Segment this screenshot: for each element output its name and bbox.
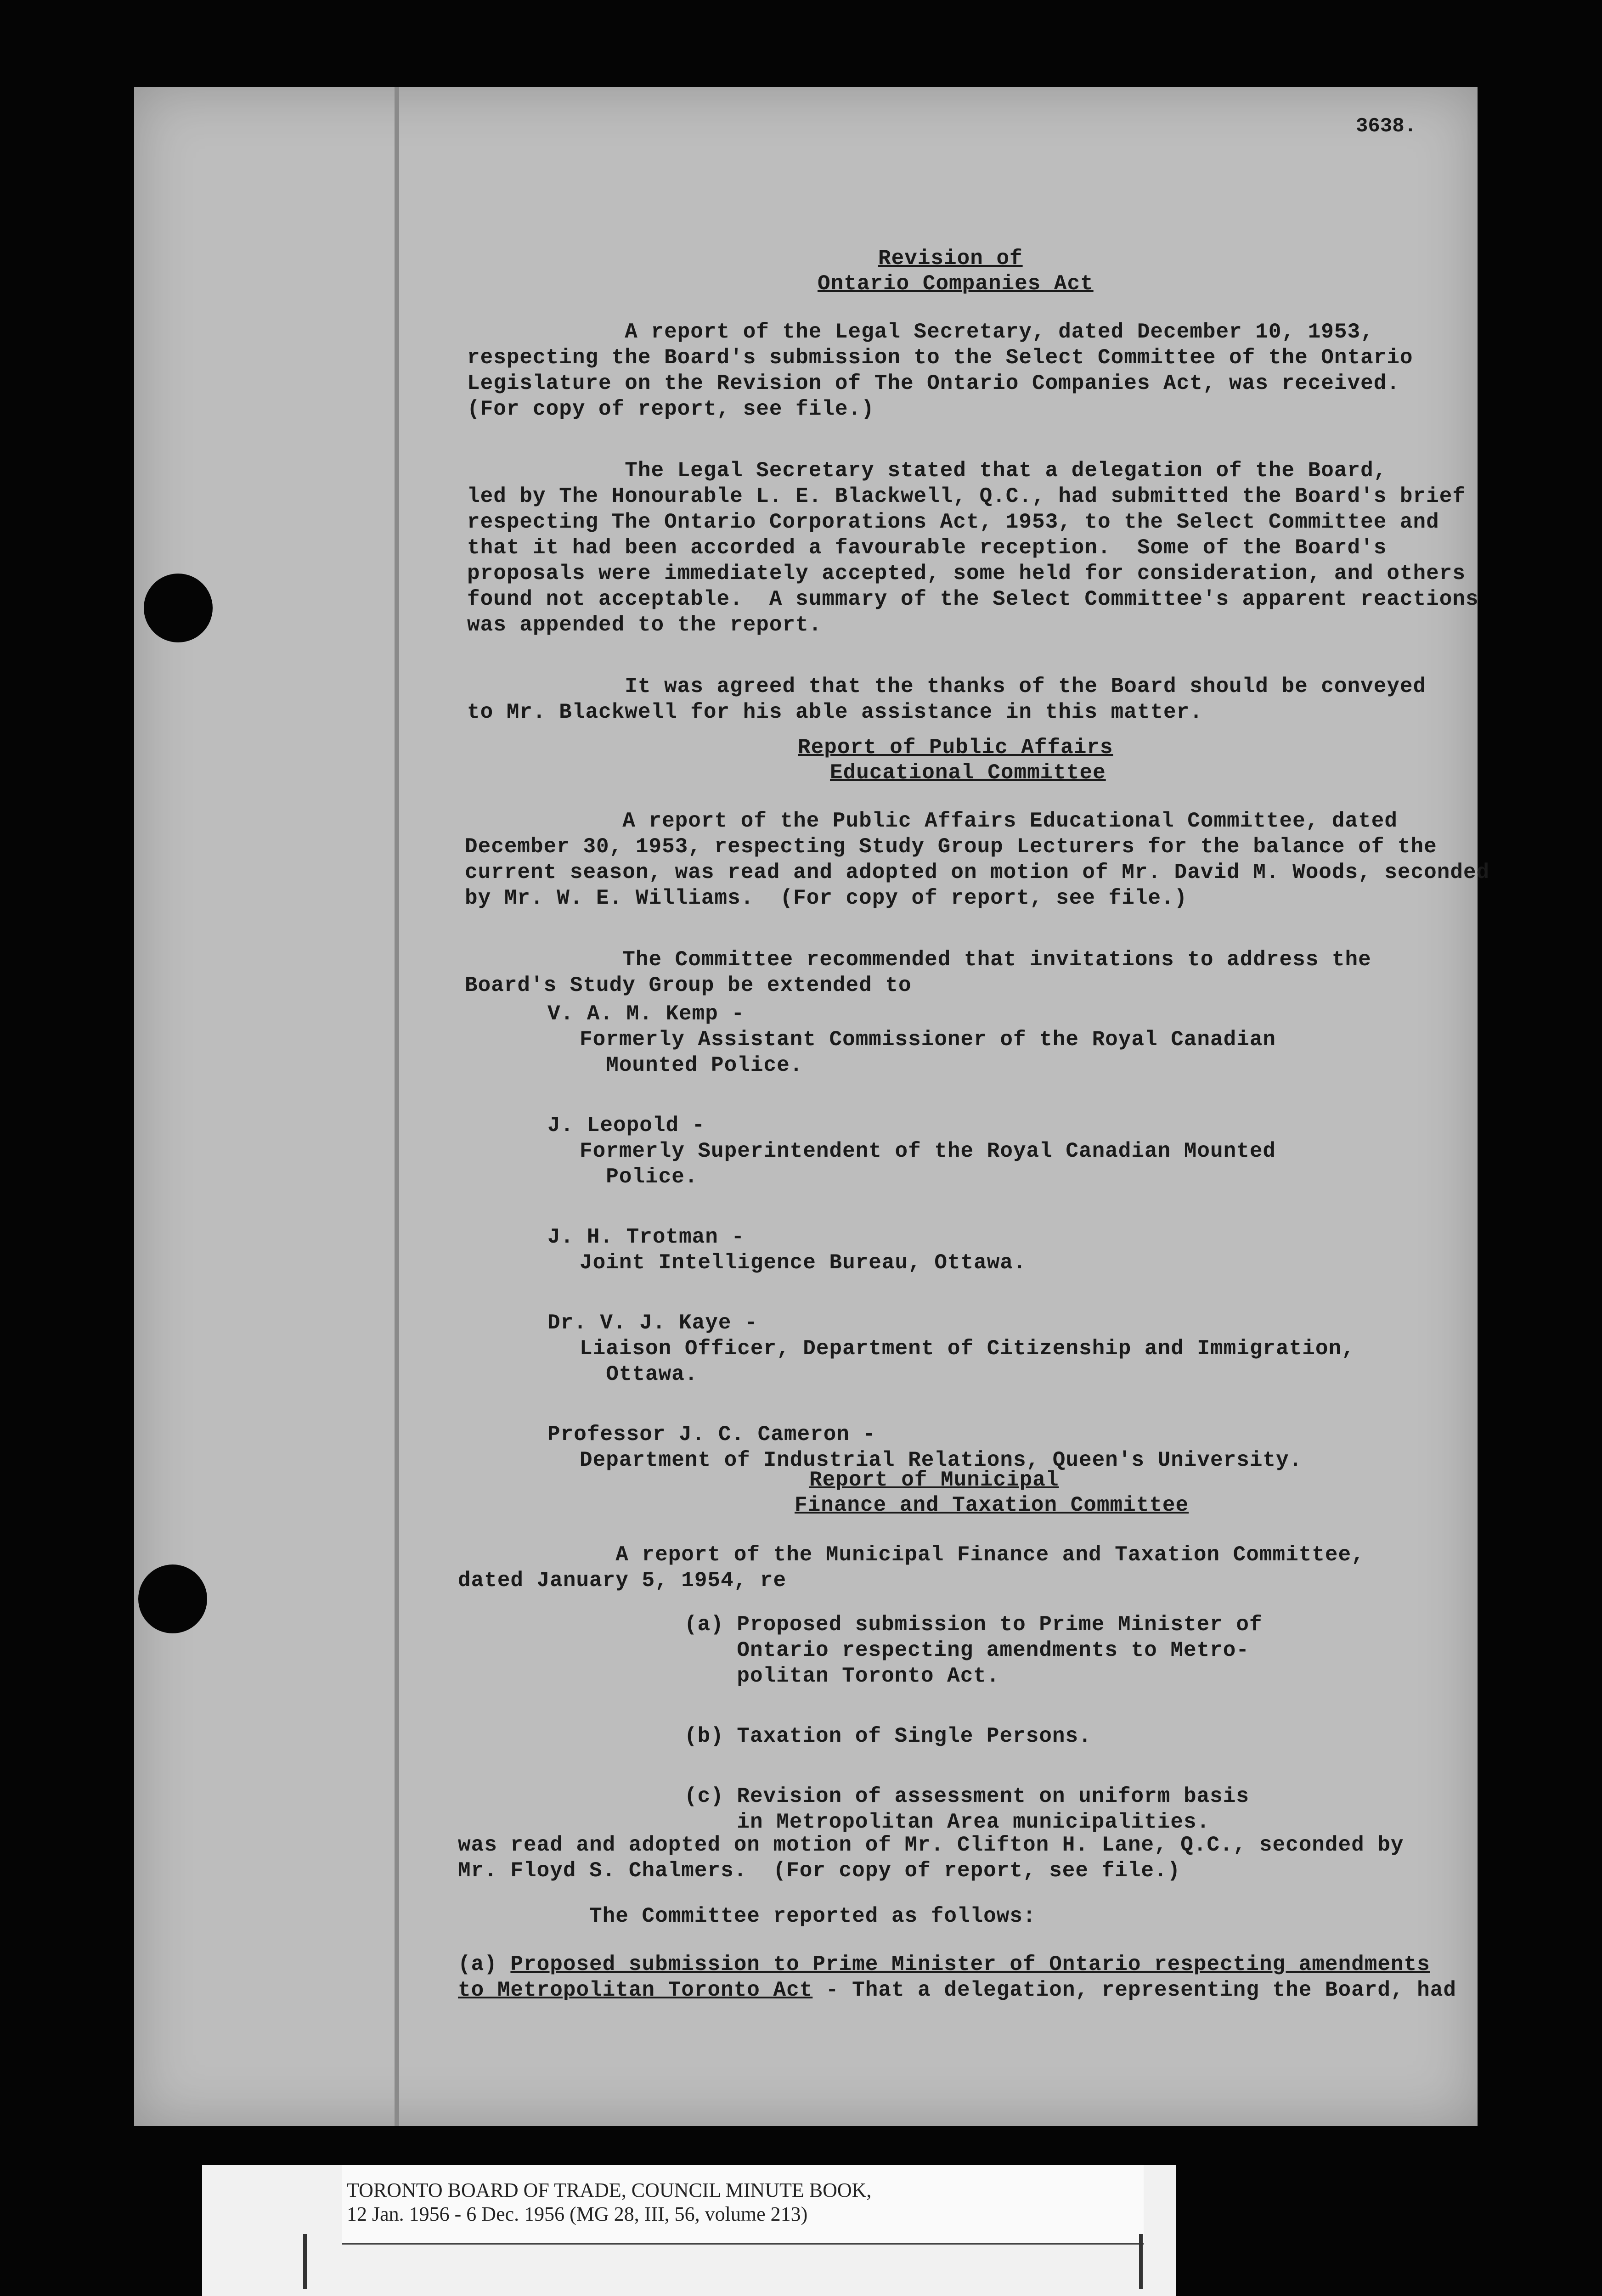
final-item-line-1: [458, 1952, 1430, 1977]
lecturer-title: Formerly Superintendent of the Royal Canadian Mounted: [580, 1139, 1276, 1163]
paragraph-line: found not acceptable. A summary of the Select Committee's apparent reactions: [467, 587, 1479, 611]
section-heading: Finance and Taxation Committee: [795, 1493, 1189, 1517]
paragraph-line: A report of the Municipal Finance and Taxation Committee,: [458, 1543, 1365, 1567]
lecturer-title: Liaison Officer, Department of Citizenship and Immigration,: [580, 1337, 1355, 1361]
reference-line-2: 12 Jan. 1956 - 6 Dec. 1956 (MG 28, III, 56, volume 213): [347, 2203, 808, 2225]
slip-bracket-left: [303, 2234, 307, 2289]
lecturer-title: Formerly Assistant Commissioner of the Royal Canadian: [580, 1028, 1276, 1052]
archive-label: [202, 2165, 1176, 2296]
agenda-item: Ontario respecting amendments to Metro-: [684, 1638, 1249, 1662]
lecturer-title: Joint Intelligence Bureau, Ottawa.: [580, 1251, 1027, 1275]
paragraph-line: was appended to the report.: [467, 613, 822, 637]
paragraph-line: by Mr. W. E. Williams. (For copy of report, see file.): [465, 886, 1188, 910]
final-item-title: Proposed submission to Prime Minister of Ontario respecting amendments: [510, 1953, 1430, 1976]
paragraph-line: led by The Honourable L. E. Blackwell, Q.C., had submitted the Board's brief: [467, 484, 1466, 508]
final-item-text: - That a delegation, representing the Board, had: [812, 1978, 1456, 2002]
paragraph-line: December 30, 1953, respecting Study Group Lecturers for the balance of the: [465, 835, 1437, 859]
punch-hole-top: [144, 574, 213, 642]
agenda-item: politan Toronto Act.: [684, 1664, 1000, 1688]
reference-line-1: TORONTO BOARD OF TRADE, COUNCIL MINUTE BOOK,: [347, 2179, 872, 2201]
paragraph-line: It was agreed that the thanks of the Board should be conveyed: [467, 675, 1427, 698]
final-item-title-cont: to Metropolitan Toronto Act: [458, 1978, 813, 2002]
agenda-item: (c) Revision of assessment on uniform basis: [684, 1784, 1249, 1808]
section-heading: Report of Municipal: [809, 1468, 1059, 1492]
agenda-item: (b) Taxation of Single Persons.: [684, 1724, 1092, 1748]
section-heading: Ontario Companies Act: [818, 272, 1094, 296]
lecturer-name: J. Leopold -: [547, 1114, 705, 1137]
page-number: 3638.: [1356, 115, 1417, 138]
paragraph-line: that it had been accorded a favourable reception. Some of the Board's: [467, 536, 1387, 560]
paragraph-line: A report of the Legal Secretary, dated December 10, 1953,: [467, 320, 1374, 344]
paragraph-line: Board's Study Group be extended to: [465, 974, 912, 997]
minute-book-page: [134, 87, 1490, 2126]
paragraph-line: respecting the Board's submission to the Select Committee of the Ontario: [467, 346, 1413, 370]
paragraph-line: to Mr. Blackwell for his able assistance in this matter.: [467, 700, 1203, 724]
paragraph-line: (For copy of report, see file.): [467, 397, 874, 421]
paragraph-line: dated January 5, 1954, re: [458, 1569, 787, 1593]
agenda-item: (a) Proposed submission to Prime Minister of: [684, 1613, 1263, 1637]
paragraph-line: Legislature on the Revision of The Ontario Companies Act, was received.: [467, 371, 1400, 395]
reference-slip: [342, 2165, 1144, 2245]
lecturer-name: Dr. V. J. Kaye -: [547, 1311, 758, 1335]
paragraph-line: proposals were immediately accepted, some held for consideration, and others: [467, 562, 1466, 585]
paragraph-line: The Legal Secretary stated that a delegation of the Board,: [467, 459, 1387, 483]
section-heading: Educational Committee: [830, 761, 1106, 785]
paragraph-line: The Committee recommended that invitations to address the: [465, 948, 1371, 972]
final-item-label: (a): [458, 1953, 511, 1976]
lecturer-name: V. A. M. Kemp -: [547, 1002, 745, 1026]
section-heading: Report of Public Affairs: [798, 736, 1113, 760]
lecturer-name: J. H. Trotman -: [547, 1225, 745, 1249]
agenda-item: in Metropolitan Area municipalities.: [684, 1810, 1210, 1834]
lecturer-title: Department of Industrial Relations, Queen's University.: [580, 1448, 1303, 1472]
lecturer-title: Ottawa.: [580, 1362, 698, 1386]
slip-bracket-right: [1139, 2234, 1143, 2289]
paragraph-line: A report of the Public Affairs Educational Committee, dated: [465, 809, 1398, 833]
paragraph-line: Mr. Floyd S. Chalmers. (For copy of report, see file.): [458, 1859, 1181, 1883]
final-item-line-2: [458, 1977, 1456, 2003]
lecturer-title: Mounted Police.: [580, 1053, 803, 1077]
paragraph-line: The Committee reported as follows:: [458, 1904, 1036, 1928]
lecturer-name: Professor J. C. Cameron -: [547, 1423, 876, 1446]
paragraph-line: was read and adopted on motion of Mr. Clifton H. Lane, Q.C., seconded by: [458, 1833, 1404, 1857]
lecturer-title: Police.: [580, 1165, 698, 1189]
margin-rule: [395, 87, 399, 2126]
section-heading: Revision of: [878, 247, 1023, 270]
paragraph-line: current season, was read and adopted on motion of Mr. David M. Woods, seconded: [465, 861, 1490, 884]
punch-hole-bottom: [138, 1564, 207, 1633]
paragraph-line: respecting The Ontario Corporations Act, 1953, to the Select Committee and: [467, 510, 1439, 534]
